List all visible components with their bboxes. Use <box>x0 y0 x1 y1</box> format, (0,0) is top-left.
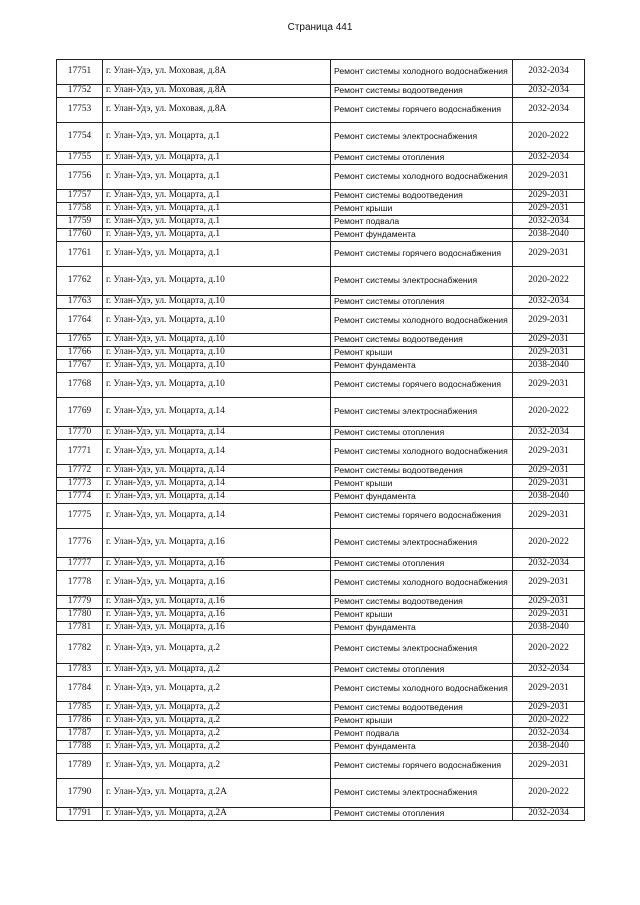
period-cell: 2029-2031 <box>513 702 585 715</box>
address-cell: г. Улан-Удэ, ул. Моцарта, д.1 <box>103 123 331 152</box>
table-row <box>57 622 585 635</box>
row-number: 17753 <box>57 98 103 123</box>
work-type-cell: Ремонт крыши <box>331 609 513 622</box>
work-type-cell: Ремонт системы отопления <box>331 558 513 571</box>
period-cell: 2038-2040 <box>513 360 585 373</box>
period-cell: 2029-2031 <box>513 203 585 216</box>
period-cell: 2029-2031 <box>513 440 585 465</box>
work-type-cell: Ремонт крыши <box>331 478 513 491</box>
table-row <box>57 702 585 715</box>
table-row <box>57 715 585 728</box>
address-cell: г. Улан-Удэ, ул. Моцарта, д.16 <box>103 529 331 558</box>
period-cell: 2029-2031 <box>513 504 585 529</box>
table-row <box>57 296 585 309</box>
period-cell: 2029-2031 <box>513 373 585 398</box>
period-cell: 2020-2022 <box>513 267 585 296</box>
address-cell: г. Улан-Удэ, ул. Моцарта, д.10 <box>103 334 331 347</box>
table-row <box>57 677 585 702</box>
table-row <box>57 242 585 267</box>
row-number: 17770 <box>57 427 103 440</box>
work-type-cell: Ремонт системы водоотведения <box>331 596 513 609</box>
address-cell: г. Улан-Удэ, ул. Моцарта, д.14 <box>103 398 331 427</box>
address-cell: г. Улан-Удэ, ул. Моцарта, д.1 <box>103 203 331 216</box>
work-type-cell: Ремонт фундамента <box>331 360 513 373</box>
period-cell: 2032-2034 <box>513 664 585 677</box>
table-row <box>57 309 585 334</box>
address-cell: г. Улан-Удэ, ул. Моцарта, д.2 <box>103 754 331 779</box>
address-cell: г. Улан-Удэ, ул. Моцарта, д.2А <box>103 779 331 808</box>
work-type-cell: Ремонт подвала <box>331 728 513 741</box>
period-cell: 2032-2034 <box>513 808 585 821</box>
work-type-cell: Ремонт системы горячего водоснабжения <box>331 754 513 779</box>
table-row <box>57 491 585 504</box>
row-number: 17788 <box>57 741 103 754</box>
period-cell: 2032-2034 <box>513 728 585 741</box>
address-cell: г. Улан-Удэ, ул. Моцарта, д.2 <box>103 635 331 664</box>
row-number: 17777 <box>57 558 103 571</box>
row-number: 17763 <box>57 296 103 309</box>
period-cell: 2038-2040 <box>513 622 585 635</box>
period-cell: 2029-2031 <box>513 609 585 622</box>
period-cell: 2029-2031 <box>513 242 585 267</box>
address-cell: г. Улан-Удэ, ул. Моховая, д.8А <box>103 85 331 98</box>
address-cell: г. Улан-Удэ, ул. Моцарта, д.10 <box>103 296 331 309</box>
address-cell: г. Улан-Удэ, ул. Моцарта, д.2 <box>103 677 331 702</box>
row-number: 17769 <box>57 398 103 427</box>
row-number: 17775 <box>57 504 103 529</box>
table-row <box>57 664 585 677</box>
table-row <box>57 216 585 229</box>
period-cell: 2032-2034 <box>513 427 585 440</box>
address-cell: г. Улан-Удэ, ул. Моцарта, д.2 <box>103 741 331 754</box>
work-type-cell: Ремонт системы водоотведения <box>331 334 513 347</box>
work-type-cell: Ремонт системы холодного водоснабжения <box>331 677 513 702</box>
address-cell: г. Улан-Удэ, ул. Моцарта, д.1 <box>103 152 331 165</box>
table-row <box>57 190 585 203</box>
work-type-cell: Ремонт системы холодного водоснабжения <box>331 309 513 334</box>
row-number: 17771 <box>57 440 103 465</box>
period-cell: 2029-2031 <box>513 190 585 203</box>
address-cell: г. Улан-Удэ, ул. Моцарта, д.10 <box>103 309 331 334</box>
work-type-cell: Ремонт системы электроснабжения <box>331 123 513 152</box>
row-number: 17764 <box>57 309 103 334</box>
row-number: 17755 <box>57 152 103 165</box>
period-cell: 2032-2034 <box>513 98 585 123</box>
work-type-cell: Ремонт системы электроснабжения <box>331 398 513 427</box>
table-row <box>57 203 585 216</box>
address-cell: г. Улан-Удэ, ул. Моцарта, д.2 <box>103 702 331 715</box>
row-number: 17776 <box>57 529 103 558</box>
work-type-cell: Ремонт системы отопления <box>331 152 513 165</box>
table-row <box>57 465 585 478</box>
repair-schedule-table <box>56 59 585 821</box>
address-cell: г. Улан-Удэ, ул. Моцарта, д.10 <box>103 360 331 373</box>
address-cell: г. Улан-Удэ, ул. Моцарта, д.2 <box>103 728 331 741</box>
row-number: 17772 <box>57 465 103 478</box>
table-row <box>57 85 585 98</box>
table-row <box>57 728 585 741</box>
work-type-cell: Ремонт системы горячего водоснабжения <box>331 242 513 267</box>
table-row <box>57 373 585 398</box>
address-cell: г. Улан-Удэ, ул. Моцарта, д.14 <box>103 478 331 491</box>
period-cell: 2029-2031 <box>513 677 585 702</box>
table-row <box>57 398 585 427</box>
period-cell: 2032-2034 <box>513 558 585 571</box>
table-row <box>57 123 585 152</box>
page-header: Страница 441 <box>287 22 353 33</box>
work-type-cell: Ремонт системы отопления <box>331 296 513 309</box>
period-cell: 2038-2040 <box>513 741 585 754</box>
work-type-cell: Ремонт системы водоотведения <box>331 702 513 715</box>
table-row <box>57 609 585 622</box>
period-cell: 2029-2031 <box>513 754 585 779</box>
address-cell: г. Улан-Удэ, ул. Моцарта, д.10 <box>103 373 331 398</box>
table-row <box>57 558 585 571</box>
period-cell: 2029-2031 <box>513 596 585 609</box>
row-number: 17789 <box>57 754 103 779</box>
row-number: 17791 <box>57 808 103 821</box>
work-type-cell: Ремонт крыши <box>331 203 513 216</box>
row-number: 17784 <box>57 677 103 702</box>
row-number: 17773 <box>57 478 103 491</box>
row-number: 17778 <box>57 571 103 596</box>
row-number: 17760 <box>57 229 103 242</box>
work-type-cell: Ремонт крыши <box>331 715 513 728</box>
work-type-cell: Ремонт фундамента <box>331 622 513 635</box>
table-row <box>57 596 585 609</box>
period-cell: 2029-2031 <box>513 465 585 478</box>
address-cell: г. Улан-Удэ, ул. Моцарта, д.16 <box>103 622 331 635</box>
table-row <box>57 504 585 529</box>
address-cell: г. Улан-Удэ, ул. Моцарта, д.16 <box>103 558 331 571</box>
work-type-cell: Ремонт системы электроснабжения <box>331 267 513 296</box>
table-row <box>57 360 585 373</box>
address-cell: г. Улан-Удэ, ул. Моцарта, д.14 <box>103 465 331 478</box>
table-row <box>57 334 585 347</box>
row-number: 17756 <box>57 165 103 190</box>
row-number: 17790 <box>57 779 103 808</box>
work-type-cell: Ремонт системы отопления <box>331 427 513 440</box>
table-row <box>57 571 585 596</box>
table-row <box>57 779 585 808</box>
period-cell: 2029-2031 <box>513 309 585 334</box>
work-type-cell: Ремонт системы отопления <box>331 664 513 677</box>
period-cell: 2020-2022 <box>513 398 585 427</box>
work-type-cell: Ремонт системы холодного водоснабжения <box>331 440 513 465</box>
address-cell: г. Улан-Удэ, ул. Моцарта, д.14 <box>103 427 331 440</box>
row-number: 17766 <box>57 347 103 360</box>
period-cell: 2038-2040 <box>513 491 585 504</box>
work-type-cell: Ремонт системы горячего водоснабжения <box>331 98 513 123</box>
address-cell: г. Улан-Удэ, ул. Моцарта, д.14 <box>103 440 331 465</box>
address-cell: г. Улан-Удэ, ул. Моцарта, д.10 <box>103 267 331 296</box>
table-row <box>57 478 585 491</box>
row-number: 17782 <box>57 635 103 664</box>
period-cell: 2029-2031 <box>513 347 585 360</box>
row-number: 17768 <box>57 373 103 398</box>
work-type-cell: Ремонт системы электроснабжения <box>331 779 513 808</box>
period-cell: 2032-2034 <box>513 60 585 85</box>
row-number: 17785 <box>57 702 103 715</box>
period-cell: 2029-2031 <box>513 334 585 347</box>
table-row <box>57 427 585 440</box>
address-cell: г. Улан-Удэ, ул. Моцарта, д.16 <box>103 596 331 609</box>
work-type-cell: Ремонт системы водоотведения <box>331 465 513 478</box>
address-cell: г. Улан-Удэ, ул. Моцарта, д.1 <box>103 229 331 242</box>
row-number: 17774 <box>57 491 103 504</box>
address-cell: г. Улан-Удэ, ул. Моцарта, д.14 <box>103 504 331 529</box>
period-cell: 2029-2031 <box>513 165 585 190</box>
work-type-cell: Ремонт фундамента <box>331 491 513 504</box>
row-number: 17780 <box>57 609 103 622</box>
row-number: 17758 <box>57 203 103 216</box>
period-cell: 2038-2040 <box>513 229 585 242</box>
row-number: 17754 <box>57 123 103 152</box>
table-row <box>57 152 585 165</box>
address-cell: г. Улан-Удэ, ул. Моховая, д.8А <box>103 98 331 123</box>
period-cell: 2020-2022 <box>513 529 585 558</box>
work-type-cell: Ремонт системы водоотведения <box>331 85 513 98</box>
period-cell: 2020-2022 <box>513 123 585 152</box>
table-row <box>57 60 585 85</box>
row-number: 17783 <box>57 664 103 677</box>
period-cell: 2029-2031 <box>513 478 585 491</box>
table-row <box>57 440 585 465</box>
work-type-cell: Ремонт системы горячего водоснабжения <box>331 373 513 398</box>
address-cell: г. Улан-Удэ, ул. Моховая, д.8А <box>103 60 331 85</box>
row-number: 17762 <box>57 267 103 296</box>
table-row <box>57 741 585 754</box>
table-row <box>57 754 585 779</box>
work-type-cell: Ремонт подвала <box>331 216 513 229</box>
work-type-cell: Ремонт системы водоотведения <box>331 190 513 203</box>
table-row <box>57 808 585 821</box>
address-cell: г. Улан-Удэ, ул. Моцарта, д.1 <box>103 242 331 267</box>
period-cell: 2032-2034 <box>513 152 585 165</box>
table-row <box>57 229 585 242</box>
row-number: 17781 <box>57 622 103 635</box>
row-number: 17751 <box>57 60 103 85</box>
period-cell: 2032-2034 <box>513 296 585 309</box>
period-cell: 2032-2034 <box>513 216 585 229</box>
row-number: 17786 <box>57 715 103 728</box>
work-type-cell: Ремонт системы холодного водоснабжения <box>331 60 513 85</box>
table-row <box>57 529 585 558</box>
address-cell: г. Улан-Удэ, ул. Моцарта, д.1 <box>103 216 331 229</box>
address-cell: г. Улан-Удэ, ул. Моцарта, д.16 <box>103 609 331 622</box>
row-number: 17761 <box>57 242 103 267</box>
row-number: 17779 <box>57 596 103 609</box>
period-cell: 2032-2034 <box>513 85 585 98</box>
row-number: 17787 <box>57 728 103 741</box>
period-cell: 2029-2031 <box>513 571 585 596</box>
row-number: 17765 <box>57 334 103 347</box>
work-type-cell: Ремонт фундамента <box>331 741 513 754</box>
table-row <box>57 267 585 296</box>
address-cell: г. Улан-Удэ, ул. Моцарта, д.2А <box>103 808 331 821</box>
work-type-cell: Ремонт системы холодного водоснабжения <box>331 165 513 190</box>
address-cell: г. Улан-Удэ, ул. Моцарта, д.10 <box>103 347 331 360</box>
work-type-cell: Ремонт системы электроснабжения <box>331 635 513 664</box>
period-cell: 2020-2022 <box>513 635 585 664</box>
work-type-cell: Ремонт системы горячего водоснабжения <box>331 504 513 529</box>
work-type-cell: Ремонт системы холодного водоснабжения <box>331 571 513 596</box>
address-cell: г. Улан-Удэ, ул. Моцарта, д.2 <box>103 664 331 677</box>
address-cell: г. Улан-Удэ, ул. Моцарта, д.1 <box>103 165 331 190</box>
table-row <box>57 98 585 123</box>
address-cell: г. Улан-Удэ, ул. Моцарта, д.14 <box>103 491 331 504</box>
address-cell: г. Улан-Удэ, ул. Моцарта, д.2 <box>103 715 331 728</box>
work-type-cell: Ремонт фундамента <box>331 229 513 242</box>
row-number: 17759 <box>57 216 103 229</box>
table-body <box>57 60 585 821</box>
work-type-cell: Ремонт крыши <box>331 347 513 360</box>
work-type-cell: Ремонт системы электроснабжения <box>331 529 513 558</box>
table-row <box>57 165 585 190</box>
period-cell: 2020-2022 <box>513 779 585 808</box>
period-cell: 2020-2022 <box>513 715 585 728</box>
row-number: 17757 <box>57 190 103 203</box>
row-number: 17767 <box>57 360 103 373</box>
address-cell: г. Улан-Удэ, ул. Моцарта, д.1 <box>103 190 331 203</box>
row-number: 17752 <box>57 85 103 98</box>
table-row <box>57 347 585 360</box>
address-cell: г. Улан-Удэ, ул. Моцарта, д.16 <box>103 571 331 596</box>
table-row <box>57 635 585 664</box>
work-type-cell: Ремонт системы отопления <box>331 808 513 821</box>
